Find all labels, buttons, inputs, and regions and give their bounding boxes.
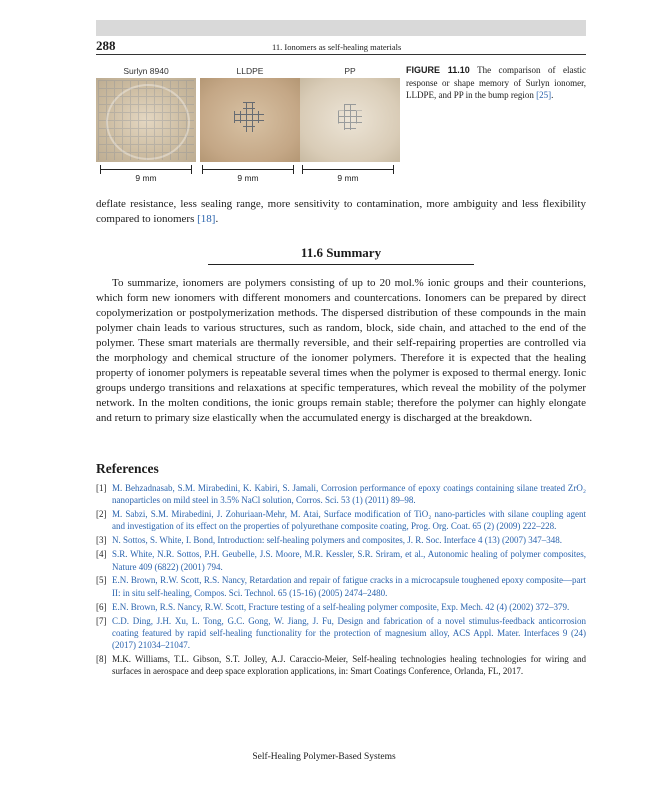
- reference-item: [8] M.K. Williams, T.L. Gibson, S.T. Jolley, A.J. Caraccio-Meier, Self-healing technologies healing technologies for wiring and surfaces in aerospace and deep space exploration applications, in: Smart Coatings Conference, Orlanda, FL, 2017.: [96, 654, 586, 677]
- caption-citation-link[interactable]: [25]: [536, 90, 552, 101]
- panel-image-pp: [300, 78, 400, 162]
- summary-paragraph: To summarize, ionomers are polymers consisting of up to 20 mol.% ionic groups and their counterions, which form new ionomers with different monomers and countercations. Ionomers can be prepared by direct copolymerization or postpolymerization methods. The dispersed distribution of these compounds in the main polymer chain leads to various structures, such as random, block, side chain, and attached to the end of the polymer. These smart materials are thermally reversible, and their self-repairing properties are controlled via the morphology and chemical structure of the ionomer polymers. Therefore it is expected that the healing property of ionomer polymers is repeatable several times when the polymer is exposed to thermal energy. Ionic groups undergo transitions and relaxations at specific temperatures, which reveal the mobility of the polymer network. In the molten conditions, the ionic groups remain stable; therefore the polymer can highly elongate and return to primary size elastically when the accumulated energy is discharged at the breakdown.: [96, 277, 586, 424]
- citation-link[interactable]: [18]: [197, 213, 216, 225]
- scale-label: 9 mm: [237, 173, 259, 183]
- section-title: 11.6 Summary: [208, 245, 474, 265]
- panel-image-surlyn: [96, 78, 196, 162]
- reference-item[interactable]: [2] M. Sabzi, S.M. Mirabedini, J. Zohuriaan-Mehr, M. Atai, Surface modification of TiO₂ nano-particles with silane coupling agent and investigation of its effect on the properties of polyurethane composite coating, Prog. Org. Coat. 65 (2) (2009) 222–228.: [96, 509, 586, 532]
- reference-item[interactable]: [7] C.D. Ding, J.H. Xu, L. Tong, G.C. Gong, W. Jiang, J. Fu, Design and fabrication of a novel stimulus-feedback anticorrosion coating featured by rapid self-healing functionality for the protection of magnesium alloy, ACS Appl. Mater. Interfaces 9 (24) (2017) 21034–21047.: [96, 615, 586, 651]
- intro-paragraph: deflate resistance, less sealing range, more sensitivity to contamination, more ambiguity and less flexibility compared to ionomers [18].: [96, 198, 586, 225]
- scale-label: 9 mm: [337, 173, 359, 183]
- figure-caption: FIGURE 11.10 The comparison of elastic response or shape memory of Surlyn ionomer, LLDPE, and PP in the bump region [25].: [406, 65, 586, 101]
- page-number: 288: [96, 38, 116, 53]
- reference-item[interactable]: [5] E.N. Brown, R.W. Scott, R.S. Nancy, Retardation and repair of fatigue cracks in a microcapsule toughened epoxy composite—part II: in situ self-healing, Compos. Sci. Technol. 65 (15-16) (2005) 2474–2480.: [96, 575, 586, 598]
- panel-label-surlyn: Surlyn 8940: [123, 66, 169, 76]
- panel-image-lldpe: [200, 78, 300, 162]
- references-list: [96, 482, 586, 679]
- header-bar: [96, 20, 586, 36]
- references-heading: References: [96, 461, 159, 476]
- reference-item[interactable]: [3] N. Sottos, S. White, I. Bond, Introduction: self-healing polymers and composites, J. R. Soc. Interface 4 (13) (2007) 347–348.: [96, 535, 563, 546]
- page-header: [96, 37, 586, 55]
- caption-label: FIGURE 11.10: [406, 65, 470, 75]
- running-head: 11. Ionomers as self-healing materials: [272, 42, 402, 52]
- reference-item[interactable]: [6] E.N. Brown, R.S. Nancy, R.W. Scott, Fracture testing of a self-healing polymer composite, Exp. Mech. 42 (4) (2002) 372–379.: [96, 601, 570, 612]
- panel-label-pp: PP: [344, 66, 356, 76]
- page-footer: Self-Healing Polymer-Based Systems: [252, 752, 396, 762]
- reference-item[interactable]: [1] M. Behzadnasab, S.M. Mirabedini, K. Kabiri, S. Jamali, Corrosion performance of epoxy coatings containing silane treated ZrO₂ nanoparticles on mild steel in 3.5% NaCl solution, Corros. Sci. 53 (1) (2011) 89–98.: [96, 483, 586, 506]
- panel-label-lldpe: LLDPE: [236, 66, 264, 76]
- scale-label: 9 mm: [135, 173, 157, 183]
- reference-item[interactable]: [4] S.R. White, N.R. Sottos, P.H. Geubelle, J.S. Moore, M.R. Kessler, S.R. Sriram, et al., Autonomic healing of polymer composites, Nature 409 (6822) (2001) 794.: [96, 549, 586, 572]
- caption-text: The comparison of elastic response or shape memory of Surlyn ionomer, LLDPE, and PP in the bump region: [406, 65, 586, 101]
